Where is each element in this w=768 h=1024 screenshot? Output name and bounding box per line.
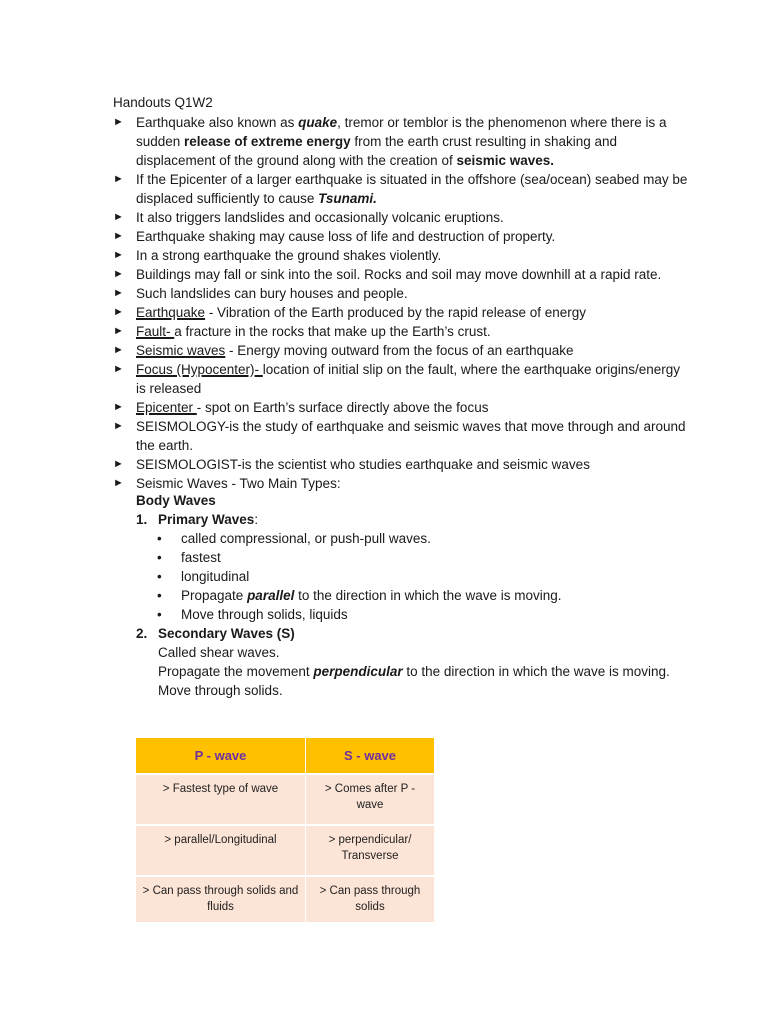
table-header-cell: S - wave xyxy=(306,738,435,774)
bullet-dot-icon: • xyxy=(157,588,162,603)
colon: : xyxy=(254,512,259,527)
bullet-list xyxy=(113,113,693,493)
primary-waves-heading xyxy=(136,510,696,529)
list-item xyxy=(113,246,693,265)
definition-text: - spot on Earth’s surface directly above the focus xyxy=(196,400,489,415)
definition-text: location of initial slip on the fault, where the earthquake origins/energy is released xyxy=(136,362,681,396)
paragraph: Move through solids. xyxy=(158,683,283,698)
list-item xyxy=(113,417,693,455)
bullet-arrow-icon: ► xyxy=(113,325,124,337)
list-item xyxy=(113,303,693,322)
bullet-dot-icon: • xyxy=(157,569,162,584)
list-item xyxy=(136,548,696,567)
term-focus: Focus (Hypocenter)- xyxy=(136,362,263,377)
paragraph-text: to the direction in which the wave is moving. xyxy=(402,664,670,679)
body-waves-heading: Body Waves xyxy=(136,493,216,508)
emphasis-quake: quake xyxy=(298,115,338,130)
list-number: 1. xyxy=(136,512,148,527)
bullet-arrow-icon: ► xyxy=(113,344,124,356)
comparison-table xyxy=(136,738,435,922)
list-item xyxy=(113,170,693,208)
bullet-text: SEISMOLOGY-is the study of earthquake and seismic waves that move through and around the earth. xyxy=(136,419,686,453)
bullet-arrow-icon: ► xyxy=(113,458,124,470)
list-item xyxy=(113,455,693,474)
primary-waves-list xyxy=(136,529,696,624)
list-item xyxy=(113,341,693,360)
bullet-arrow-icon: ► xyxy=(113,363,124,375)
list-item-text: called compressional, or push-pull waves. xyxy=(181,531,431,546)
definition-text: a fracture in the rocks that make up the Earth’s crust. xyxy=(174,324,491,339)
bullet-arrow-icon: ► xyxy=(113,116,124,128)
emphasis-release-energy: release of extreme energy xyxy=(184,134,351,149)
bullet-text: Earthquake shaking may cause loss of life and destruction of property. xyxy=(136,229,556,244)
bullet-dot-icon: • xyxy=(157,550,162,565)
list-item xyxy=(113,398,693,417)
emphasis-parallel: parallel xyxy=(247,588,295,603)
list-item xyxy=(136,529,696,548)
list-item xyxy=(113,360,693,398)
definition-text: - Energy moving outward from the focus of an earthquake xyxy=(225,343,574,358)
bullet-text: In a strong earthquake the ground shakes violently. xyxy=(136,248,442,263)
table-row xyxy=(136,774,435,825)
term-epicenter: Epicenter xyxy=(136,400,197,415)
bullet-text: Such landslides can bury houses and people. xyxy=(136,286,408,301)
list-item xyxy=(113,284,693,303)
bullet-text: If the Epicenter of a larger earthquake is situated in the offshore (sea/ocean) seabed may be displaced sufficiently to cause xyxy=(136,172,688,206)
bullet-text: , tremor or temblor is the phenomenon where there is a sudden xyxy=(136,115,667,149)
list-item xyxy=(113,265,693,284)
bullet-text: Seismic Waves - Two Main Types: xyxy=(136,476,341,491)
bullet-arrow-icon: ► xyxy=(113,477,124,489)
page-title: Handouts Q1W2 xyxy=(113,95,213,110)
list-item xyxy=(113,208,693,227)
bullet-arrow-icon: ► xyxy=(113,249,124,261)
emphasis-seismic-waves: seismic waves. xyxy=(456,153,555,168)
bullet-text: SEISMOLOGIST-is the scientist who studies earthquake and seismic waves xyxy=(136,457,590,472)
bullet-arrow-icon: ► xyxy=(113,287,124,299)
list-item-text: longitudinal xyxy=(181,569,250,584)
bullet-arrow-icon: ► xyxy=(113,401,124,413)
list-item-text: Move through solids, liquids xyxy=(181,607,348,622)
table-cell: > Fastest type of wave xyxy=(136,774,306,825)
bullet-text: Buildings may fall or sink into the soil. Rocks and soil may move downhill at a rapid rate. xyxy=(136,267,662,282)
bullet-arrow-icon: ► xyxy=(113,268,124,280)
table-row xyxy=(136,825,435,876)
bullet-text: from the earth crust resulting in shaking and displacement of the ground along with the creation of xyxy=(136,134,618,168)
emphasis-perpendicular: perpendicular xyxy=(313,664,403,679)
bullet-dot-icon: • xyxy=(157,531,162,546)
list-item-text: fastest xyxy=(181,550,221,565)
bullet-dot-icon: • xyxy=(157,607,162,622)
list-item xyxy=(113,113,693,170)
bullet-arrow-icon: ► xyxy=(113,230,124,242)
bullet-arrow-icon: ► xyxy=(113,306,124,318)
paragraph: Called shear waves. xyxy=(158,645,280,660)
bullet-text: It also triggers landslides and occasionally volcanic eruptions. xyxy=(136,210,504,225)
term-fault: Fault- xyxy=(136,324,175,339)
table-cell: > Can pass through solids and fluids xyxy=(136,876,306,922)
table-header-row xyxy=(136,738,435,774)
body-waves-section xyxy=(136,491,696,700)
list-item xyxy=(136,605,696,624)
list-item-text: to the direction in which the wave is moving. xyxy=(294,588,562,603)
list-number: 2. xyxy=(136,626,148,641)
emphasis-tsunami: Tsunami. xyxy=(318,191,377,206)
list-item xyxy=(113,227,693,246)
primary-waves-title: Primary Waves xyxy=(158,512,255,527)
table-cell: > Comes after P - wave xyxy=(306,774,435,825)
list-item xyxy=(136,586,696,605)
table-cell: > Can pass through solids xyxy=(306,876,435,922)
secondary-waves-heading xyxy=(136,624,696,643)
table-row xyxy=(136,876,435,922)
table-header-cell: P - wave xyxy=(136,738,306,774)
bullet-arrow-icon: ► xyxy=(113,420,124,432)
term-seismic-waves: Seismic waves xyxy=(136,343,226,358)
list-item xyxy=(136,567,696,586)
paragraph xyxy=(136,662,696,681)
paragraph-text: Propagate the movement xyxy=(158,664,314,679)
bullet-text: Earthquake also known as xyxy=(136,115,299,130)
list-item xyxy=(113,322,693,341)
table-cell: > parallel/Longitudinal xyxy=(136,825,306,876)
bullet-arrow-icon: ► xyxy=(113,173,124,185)
table-cell: > perpendicular/ Transverse xyxy=(306,825,435,876)
list-item-text: Propagate xyxy=(181,588,248,603)
term-earthquake: Earthquake xyxy=(136,305,206,320)
definition-text: - Vibration of the Earth produced by the rapid release of energy xyxy=(205,305,587,320)
bullet-arrow-icon: ► xyxy=(113,211,124,223)
secondary-waves-title: Secondary Waves (S) xyxy=(158,626,295,641)
